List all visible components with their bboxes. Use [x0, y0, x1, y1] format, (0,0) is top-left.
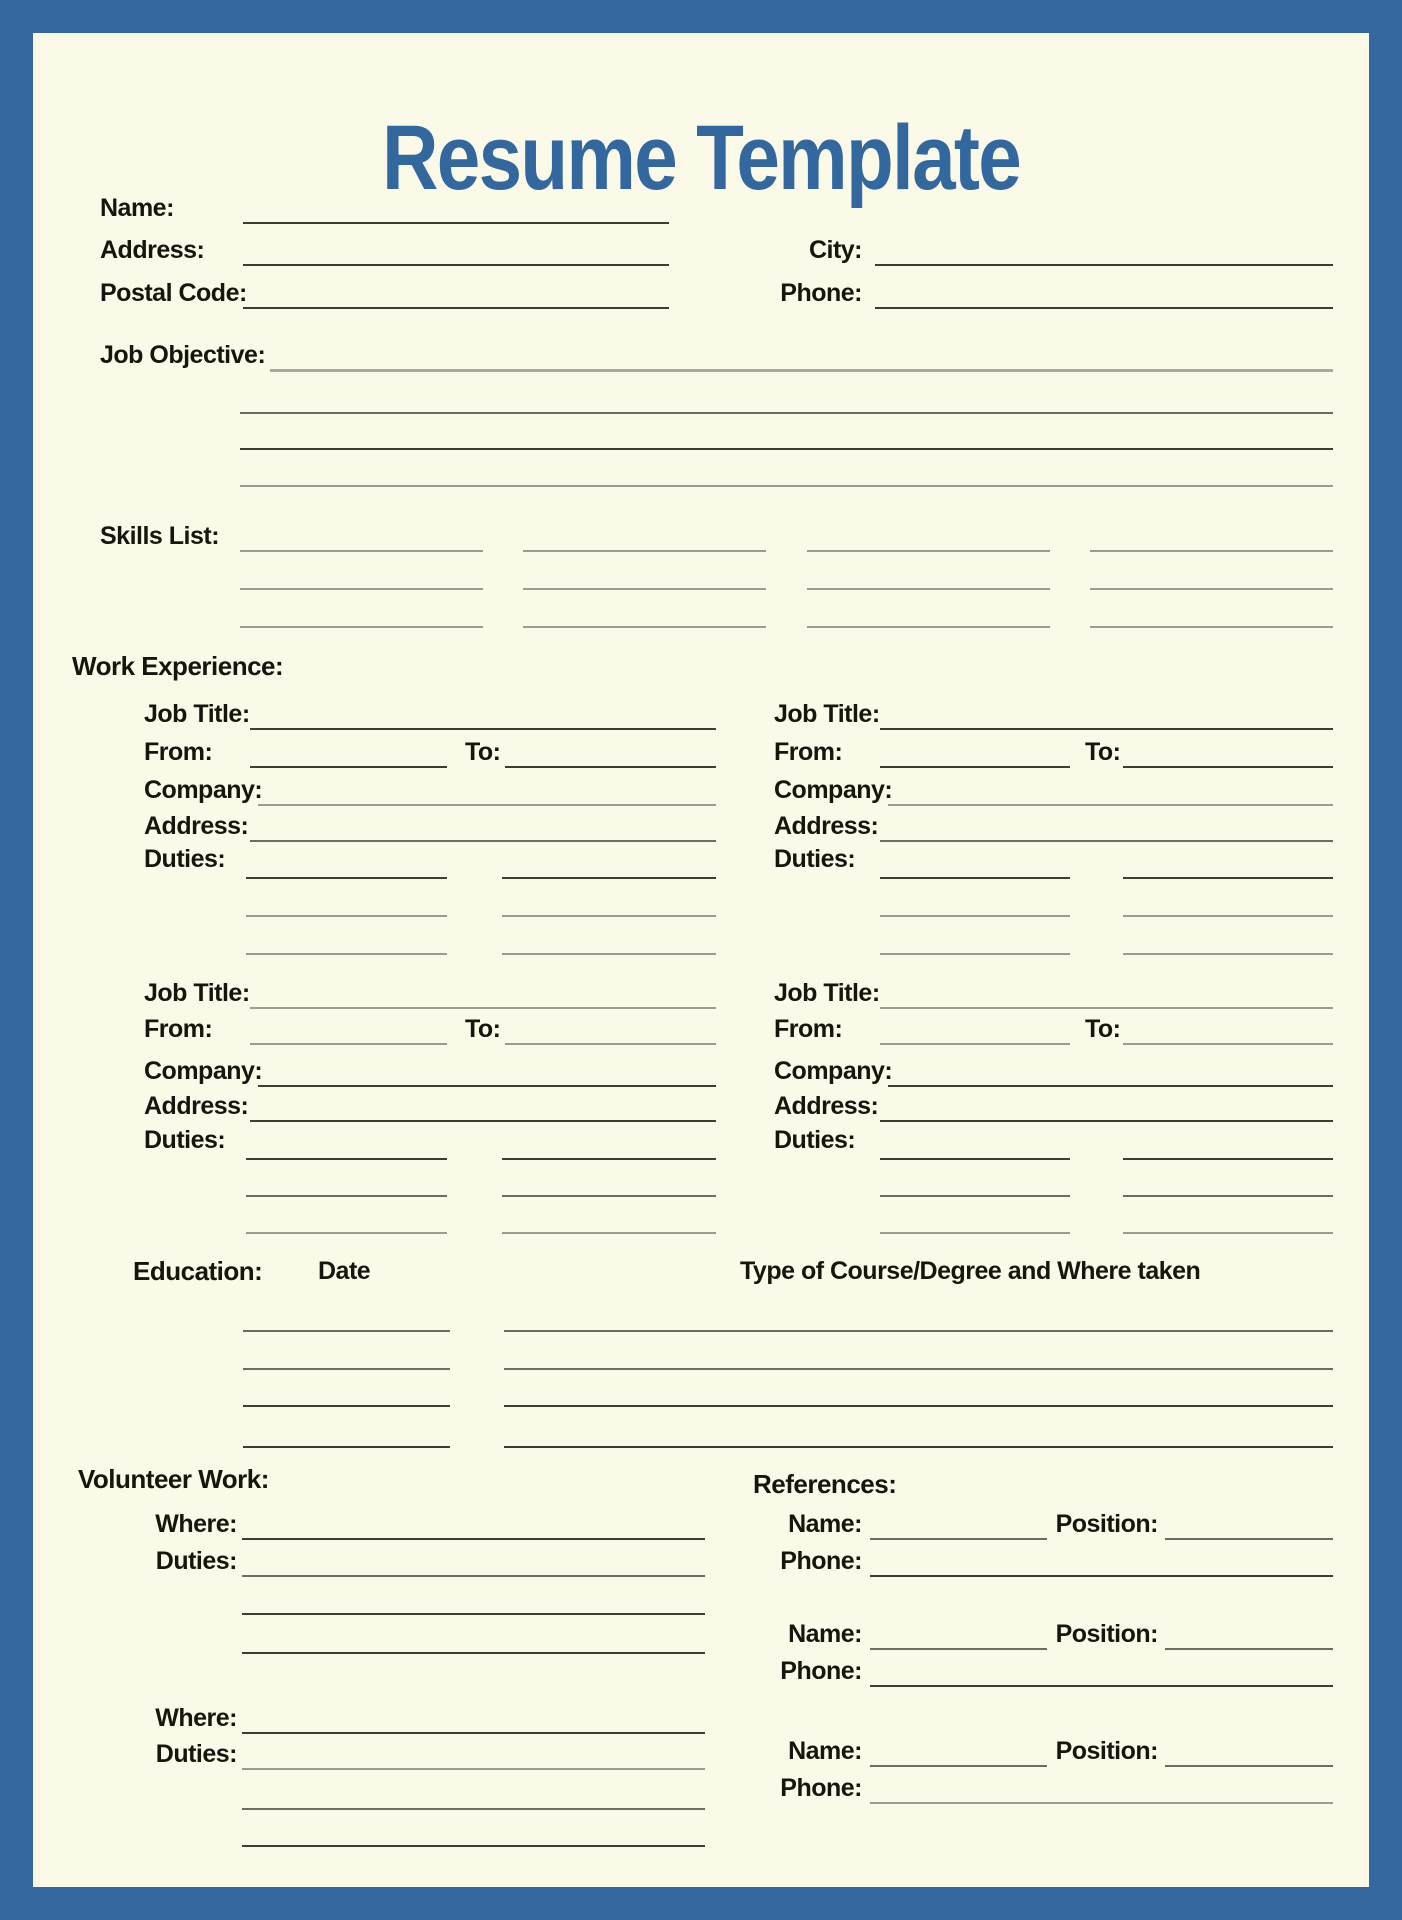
job2-duty-field-r2c1[interactable]	[880, 915, 1070, 917]
volunteer-work-header: Volunteer Work:	[78, 1464, 269, 1494]
volunteer2-duties-field-3[interactable]	[242, 1845, 705, 1847]
education-course-column-header: Type of Course/Degree and Where taken	[740, 1257, 1201, 1285]
job3-address-label: Address:	[144, 1092, 249, 1120]
job1-from-field[interactable]	[250, 766, 447, 768]
job4-duties-label: Duties:	[774, 1126, 856, 1154]
job4-duty-field-r1c2[interactable]	[1123, 1158, 1333, 1160]
job1-duty-field-r3c2[interactable]	[502, 953, 716, 955]
job3-to-label: To:	[465, 1015, 501, 1043]
job1-company-label: Company:	[144, 776, 263, 804]
job-objective-label: Job Objective:	[100, 341, 266, 369]
phone-label: Phone:	[780, 279, 862, 307]
education-date-field-1[interactable]	[243, 1330, 450, 1332]
job4-company-label: Company:	[774, 1057, 893, 1085]
job2-duties-label: Duties:	[774, 845, 856, 873]
job1-duty-field-r2c2[interactable]	[502, 915, 716, 917]
job3-to-field[interactable]	[505, 1043, 716, 1045]
job3-duty-field-r1c2[interactable]	[502, 1158, 716, 1160]
skill-field-r2c1[interactable]	[240, 588, 483, 590]
job3-title-field[interactable]	[250, 1007, 716, 1009]
job4-from-field[interactable]	[880, 1043, 1070, 1045]
job1-address-label: Address:	[144, 812, 249, 840]
job1-company-field[interactable]	[258, 804, 716, 806]
skill-field-r3c1[interactable]	[240, 626, 483, 628]
name-label: Name:	[100, 194, 174, 222]
job3-address-field[interactable]	[250, 1120, 716, 1122]
address-field[interactable]	[243, 264, 669, 266]
reference2-position-label: Position:	[1055, 1620, 1158, 1648]
job2-from-field[interactable]	[880, 766, 1070, 768]
education-date-field-2[interactable]	[243, 1368, 450, 1370]
education-date-field-4[interactable]	[243, 1446, 450, 1448]
job2-address-field[interactable]	[880, 840, 1333, 842]
work-experience-header: Work Experience:	[72, 651, 284, 681]
reference1-position-label: Position:	[1055, 1510, 1158, 1538]
postal-code-label: Postal Code:	[100, 279, 247, 307]
address-label: Address:	[100, 236, 205, 264]
job4-to-label: To:	[1085, 1015, 1121, 1043]
job4-title-label: Job Title:	[774, 979, 880, 1007]
job1-duties-label: Duties:	[144, 845, 226, 873]
volunteer2-duties-field-2[interactable]	[242, 1808, 705, 1810]
job-objective-line-1[interactable]	[270, 369, 1333, 372]
volunteer2-where-label: Where:	[155, 1704, 237, 1732]
education-course-field-4[interactable]	[504, 1446, 1333, 1448]
reference3-phone-field[interactable]	[870, 1802, 1333, 1804]
reference1-position-field[interactable]	[1165, 1538, 1333, 1540]
job1-to-field[interactable]	[505, 766, 716, 768]
name-field[interactable]	[243, 222, 669, 224]
volunteer1-duties-field-3[interactable]	[242, 1652, 705, 1654]
job3-duty-field-r2c2[interactable]	[502, 1195, 716, 1197]
paper-sheet	[33, 33, 1369, 1887]
volunteer1-duties-field-1[interactable]	[242, 1575, 705, 1577]
job3-from-field[interactable]	[250, 1043, 447, 1045]
job3-duty-field-r3c2[interactable]	[502, 1232, 716, 1234]
job2-company-label: Company:	[774, 776, 893, 804]
education-course-field-2[interactable]	[504, 1368, 1333, 1370]
reference1-phone-field[interactable]	[870, 1575, 1333, 1577]
job4-from-label: From:	[774, 1015, 843, 1043]
skill-field-r3c3[interactable]	[807, 626, 1050, 628]
education-date-column-header: Date	[318, 1257, 371, 1285]
job1-title-label: Job Title:	[144, 700, 250, 728]
job2-duty-field-r1c1[interactable]	[880, 877, 1070, 879]
job1-duty-field-r3c1[interactable]	[246, 953, 447, 955]
job4-duty-field-r2c1[interactable]	[880, 1195, 1070, 1197]
reference2-phone-field[interactable]	[870, 1685, 1333, 1687]
job4-duty-field-r3c1[interactable]	[880, 1232, 1070, 1234]
education-course-field-3[interactable]	[504, 1405, 1333, 1407]
reference3-position-field[interactable]	[1165, 1765, 1333, 1767]
job3-company-field[interactable]	[258, 1085, 716, 1087]
job3-duties-label: Duties:	[144, 1126, 226, 1154]
skills-list-label: Skills List:	[100, 522, 220, 550]
volunteer1-where-label: Where:	[155, 1510, 237, 1538]
job1-from-label: From:	[144, 738, 213, 766]
job1-duty-field-r1c1[interactable]	[246, 877, 447, 879]
job2-title-label: Job Title:	[774, 700, 880, 728]
job2-from-label: From:	[774, 738, 843, 766]
job1-address-field[interactable]	[250, 840, 716, 842]
skill-field-r1c4[interactable]	[1090, 550, 1333, 552]
education-header: Education:	[133, 1256, 263, 1286]
job2-duty-field-r3c2[interactable]	[1123, 953, 1333, 955]
job4-to-field[interactable]	[1123, 1043, 1333, 1045]
job1-duty-field-r1c2[interactable]	[502, 877, 716, 879]
postal-code-field[interactable]	[243, 307, 669, 309]
phone-field[interactable]	[875, 307, 1333, 309]
job2-company-field[interactable]	[888, 804, 1333, 806]
job2-address-label: Address:	[774, 812, 879, 840]
job1-duty-field-r2c1[interactable]	[246, 915, 447, 917]
job2-title-field[interactable]	[880, 728, 1333, 730]
reference3-name-field[interactable]	[870, 1765, 1047, 1767]
reference1-name-field[interactable]	[870, 1538, 1047, 1540]
skill-field-r3c2[interactable]	[523, 626, 766, 628]
reference3-name-label: Name:	[788, 1737, 862, 1765]
job3-from-label: From:	[144, 1015, 213, 1043]
volunteer1-duties-label: Duties:	[155, 1547, 237, 1575]
city-label: City:	[808, 236, 862, 264]
reference1-phone-label: Phone:	[780, 1547, 862, 1575]
job2-to-field[interactable]	[1123, 766, 1333, 768]
job4-address-label: Address:	[774, 1092, 879, 1120]
job3-duty-field-r3c1[interactable]	[246, 1232, 447, 1234]
skill-field-r2c3[interactable]	[807, 588, 1050, 590]
skill-field-r3c4[interactable]	[1090, 626, 1333, 628]
job2-duty-field-r1c2[interactable]	[1123, 877, 1333, 879]
job4-duty-field-r3c2[interactable]	[1123, 1232, 1333, 1234]
job1-title-field[interactable]	[250, 728, 716, 730]
job2-duty-field-r2c2[interactable]	[1123, 915, 1333, 917]
job4-duty-field-r1c1[interactable]	[880, 1158, 1070, 1160]
job3-title-label: Job Title:	[144, 979, 250, 1007]
job3-company-label: Company:	[144, 1057, 263, 1085]
job-objective-line-2[interactable]	[240, 412, 1333, 414]
job2-duty-field-r3c1[interactable]	[880, 953, 1070, 955]
city-field[interactable]	[875, 264, 1333, 266]
reference3-phone-label: Phone:	[780, 1774, 862, 1802]
job4-company-field[interactable]	[888, 1085, 1333, 1087]
volunteer2-where-field[interactable]	[242, 1732, 705, 1734]
skill-field-r1c3[interactable]	[807, 550, 1050, 552]
skill-field-r2c2[interactable]	[523, 588, 766, 590]
job4-duty-field-r2c2[interactable]	[1123, 1195, 1333, 1197]
page-title: Resume Template	[382, 106, 1020, 209]
education-course-field-1[interactable]	[504, 1330, 1333, 1332]
job4-address-field[interactable]	[880, 1120, 1333, 1122]
reference2-name-field[interactable]	[870, 1648, 1047, 1650]
skill-field-r2c4[interactable]	[1090, 588, 1333, 590]
reference1-name-label: Name:	[788, 1510, 862, 1538]
volunteer2-duties-label: Duties:	[155, 1740, 237, 1768]
reference2-phone-label: Phone:	[780, 1657, 862, 1685]
skill-field-r1c2[interactable]	[523, 550, 766, 552]
job4-title-field[interactable]	[880, 1007, 1333, 1009]
volunteer2-duties-field-1[interactable]	[242, 1768, 705, 1770]
volunteer1-where-field[interactable]	[242, 1538, 705, 1540]
job1-to-label: To:	[465, 738, 501, 766]
reference3-position-label: Position:	[1055, 1737, 1158, 1765]
education-date-field-3[interactable]	[243, 1405, 450, 1407]
job-objective-line-3[interactable]	[240, 448, 1333, 450]
reference2-name-label: Name:	[788, 1620, 862, 1648]
job2-to-label: To:	[1085, 738, 1121, 766]
skill-field-r1c1[interactable]	[240, 550, 483, 552]
volunteer1-duties-field-2[interactable]	[242, 1613, 705, 1615]
job3-duty-field-r1c1[interactable]	[246, 1158, 447, 1160]
job-objective-line-4[interactable]	[240, 485, 1333, 487]
job3-duty-field-r2c1[interactable]	[246, 1195, 447, 1197]
reference2-position-field[interactable]	[1165, 1648, 1333, 1650]
references-header: References:	[753, 1469, 897, 1499]
